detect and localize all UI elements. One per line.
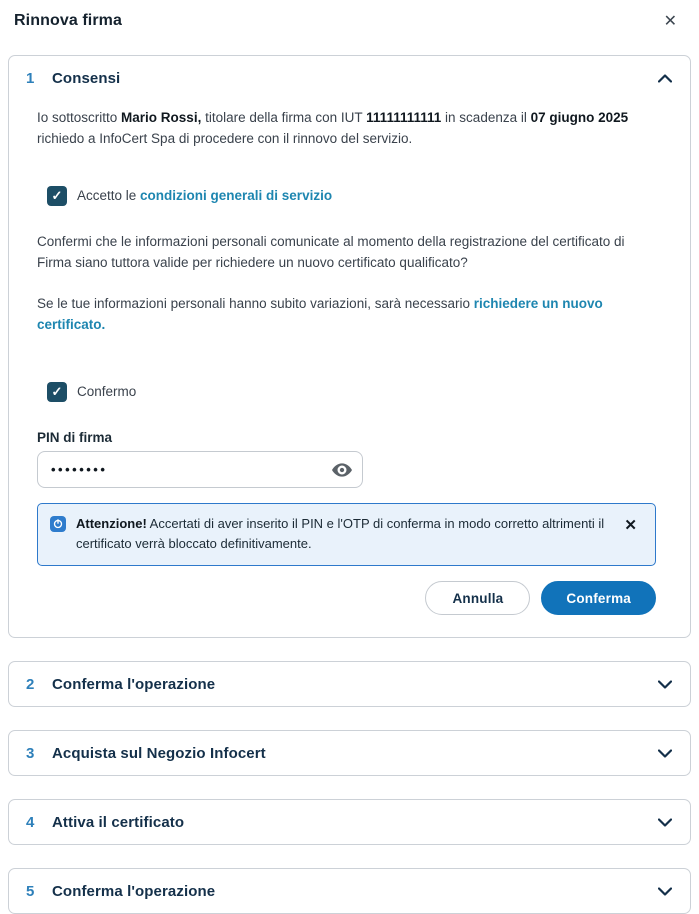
accordion-header-step2[interactable] — [9, 662, 690, 706]
new-certificate-link[interactable]: richiedere un nuovo certificato. — [37, 295, 603, 332]
pin-input[interactable] — [37, 451, 363, 488]
chevron-down-icon[interactable] — [658, 818, 672, 827]
holder-name: Mario Rossi, — [121, 110, 202, 125]
alert-message — [76, 514, 616, 556]
accordion-section-conferma-finale — [8, 868, 691, 914]
accept-terms-checkbox[interactable] — [47, 186, 67, 206]
pin-field-wrap — [37, 451, 363, 488]
statement-paragraph — [37, 108, 656, 150]
chevron-down-icon[interactable] — [658, 680, 672, 689]
check-icon: ✓ — [51, 383, 63, 399]
alert-body-text: Accertati di aver inserito il PIN e l'OTP di conferma in modo corretto altrimenti il certificato verrà bloccato definitivamente. — [76, 515, 605, 552]
chevron-down-icon[interactable] — [658, 887, 672, 896]
step-title: Conferma l'operazione — [52, 882, 216, 900]
dialog-header — [8, 12, 691, 55]
page-title: Rinnova firma — [14, 12, 122, 29]
accordion-header-step3[interactable] — [9, 731, 690, 775]
step-title: Acquista sul Negozio Infocert — [52, 744, 266, 762]
accordion-section-conferma-operazione — [8, 661, 691, 707]
step-number: 1 — [26, 69, 35, 87]
warning-alert — [37, 503, 656, 567]
close-icon[interactable]: ✕ — [658, 12, 683, 32]
accordion-section-attiva — [8, 799, 691, 845]
chevron-down-icon[interactable] — [658, 749, 672, 758]
statement-text: in scadenza il — [441, 110, 531, 125]
accordion-header-step4[interactable] — [9, 800, 690, 844]
check-icon: ✓ — [51, 187, 63, 203]
terms-of-service-link[interactable]: condizioni generali di servizio — [140, 188, 333, 204]
confirm-question: Confermi che le informazioni personali comunicate al momento della registrazione del certificato di Firma siano tuttora valide per richiedere un nuovo certificato qualificato? — [37, 233, 625, 270]
statement-text: richiedo a InfoCert Spa di procedere con il rinnovo del servizio. — [37, 130, 413, 146]
step-title: Conferma l'operazione — [52, 675, 216, 693]
variation-text: Se le tue informazioni personali hanno subito variazioni, sarà necessario — [37, 295, 474, 311]
accordion-section-consensi — [8, 55, 691, 638]
pin-label: PIN di firma — [37, 429, 113, 445]
consensi-content — [9, 100, 690, 637]
step-number: 4 — [26, 813, 35, 831]
step-number: 3 — [26, 744, 35, 762]
info-icon — [50, 516, 66, 532]
accordion-section-acquista — [8, 730, 691, 776]
statement-text: Io sottoscritto — [37, 110, 122, 125]
statement-text: titolare della firma con IUT — [201, 110, 367, 125]
action-buttons — [37, 581, 656, 615]
confirm-button[interactable]: Conferma — [541, 581, 656, 615]
accept-label-text: Accetto le — [77, 188, 141, 204]
expiry-date: 07 giugno 2025 — [530, 110, 629, 125]
step-number: 5 — [26, 882, 35, 900]
chevron-up-icon[interactable] — [658, 74, 672, 83]
accordion-header-consensi[interactable] — [9, 56, 690, 100]
confirm-label: Confermo — [77, 384, 137, 400]
confirm-row — [47, 382, 656, 402]
confirm-checkbox[interactable] — [47, 382, 67, 402]
accept-terms-row — [47, 186, 656, 206]
show-password-eye-icon[interactable] — [331, 459, 353, 481]
alert-close-icon[interactable]: ✕ — [620, 514, 641, 536]
step-title: Consensi — [52, 69, 121, 87]
alert-title: Attenzione! — [76, 515, 147, 531]
step-title: Attiva il certificato — [52, 813, 185, 831]
step-number: 2 — [26, 675, 35, 693]
accept-terms-label — [77, 188, 332, 203]
iut-number: 11111111111 — [366, 110, 442, 125]
variation-note — [37, 294, 656, 336]
cancel-button[interactable]: Annulla — [425, 581, 530, 615]
